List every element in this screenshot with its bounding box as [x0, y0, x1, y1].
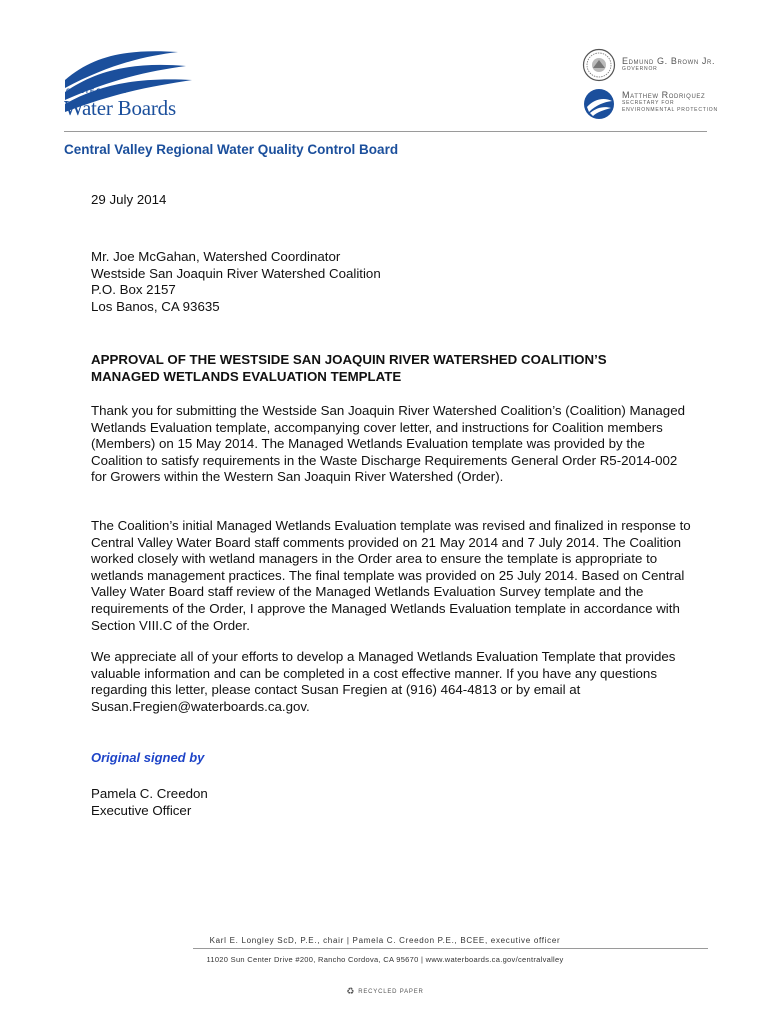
header-divider	[64, 131, 707, 132]
board-name: Central Valley Regional Water Quality Control Board	[64, 142, 399, 157]
paragraph-2: The Coalition’s initial Managed Wetlands Evaluation template was revised and finalized in response to Central Valley Water Board staff comments provided on 21 May 2014 and 7 July 2014. The Coalition worked closely with wetland managers in the Order area to ensure the template is appropriate to wetlands management practices. The final template was provided on 25 July 2014. Based on Central Valley Water Board staff review of the Managed Wetlands Evaluation Survey template and the requirements of the Order, I approve the Managed Wetlands Evaluation template in accordance with Section VIII.C of the Order.	[91, 518, 691, 633]
footer-address: 11020 Sun Center Drive #200, Rancho Cordova, CA 95670 | www.waterboards.ca.gov/centralvalley	[206, 955, 564, 964]
signature-block	[91, 786, 691, 819]
recipient-line2: Westside San Joaquin River Watershed Coalition	[91, 265, 381, 281]
governor-name: Edmund G. Brown Jr.	[622, 56, 716, 66]
letter-date: 29 July 2014	[91, 192, 167, 207]
paragraph-1: Thank you for submitting the Westside San Joaquin River Watershed Coalition’s (Coalition) Managed Wetlands Evaluation template, accompanying cover letter, and instructions for Coalition members (Members) on 15 May 2014. The Managed Wetlands Evaluation template was provided by the Coalition to satisfy requirements in the Waste Discharge Requirements General Order R5-2014-002 for Growers within the Western San Joaquin River Watershed (Order).	[91, 403, 685, 485]
subject-line2: MANAGED WETLANDS EVALUATION TEMPLATE	[91, 368, 402, 384]
recipient-address	[91, 249, 691, 315]
california-seal-icon	[582, 48, 616, 82]
recycle-icon: ♻	[346, 986, 356, 996]
subject-heading	[91, 352, 691, 385]
secretary-title-line1: SECRETARY FOR	[622, 100, 675, 106]
recycled-label: RECYCLED PAPER	[358, 989, 424, 996]
signer-title: Executive Officer	[91, 802, 192, 818]
footer-divider	[193, 948, 708, 949]
recipient-line1: Mr. Joe McGahan, Watershed Coordinator	[91, 249, 341, 264]
original-signed-note: Original signed by	[91, 750, 205, 765]
recipient-line3: P.O. Box 2157	[91, 282, 176, 298]
signer-name: Pamela C. Creedon	[91, 786, 208, 801]
governor-title: GOVERNOR	[622, 66, 658, 72]
secretary-title-line2: ENVIRONMENTAL PROTECTION	[622, 107, 718, 113]
recycled-paper-note	[0, 986, 770, 997]
footer-officers: Karl E. Longley ScD, P.E., chair | Pamela C. Creedon P.E., BCEE, executive officer	[209, 936, 561, 945]
subject-line1: APPROVAL OF THE WESTSIDE SAN JOAQUIN RIVER WATERSHED COALITION’S	[91, 352, 607, 367]
paragraph-3: We appreciate all of your efforts to develop a Managed Wetlands Evaluation Template that provides valuable information and can be completed in a cost effective manner. If you have any questions regarding this letter, please contact Susan Fregien at (916) 464-4813 or by email at Susan.Fregien@waterboards.ca.gov.	[91, 649, 676, 714]
logo-state-text: CALIFORNIA	[66, 88, 129, 95]
secretary-name: Matthew Rodriquez	[622, 90, 706, 100]
recipient-line4: Los Banos, CA 93635	[91, 298, 220, 314]
secretary-title	[622, 100, 718, 114]
logo-name-text: Water Boards	[64, 96, 176, 120]
calepa-logo-icon	[582, 87, 616, 121]
